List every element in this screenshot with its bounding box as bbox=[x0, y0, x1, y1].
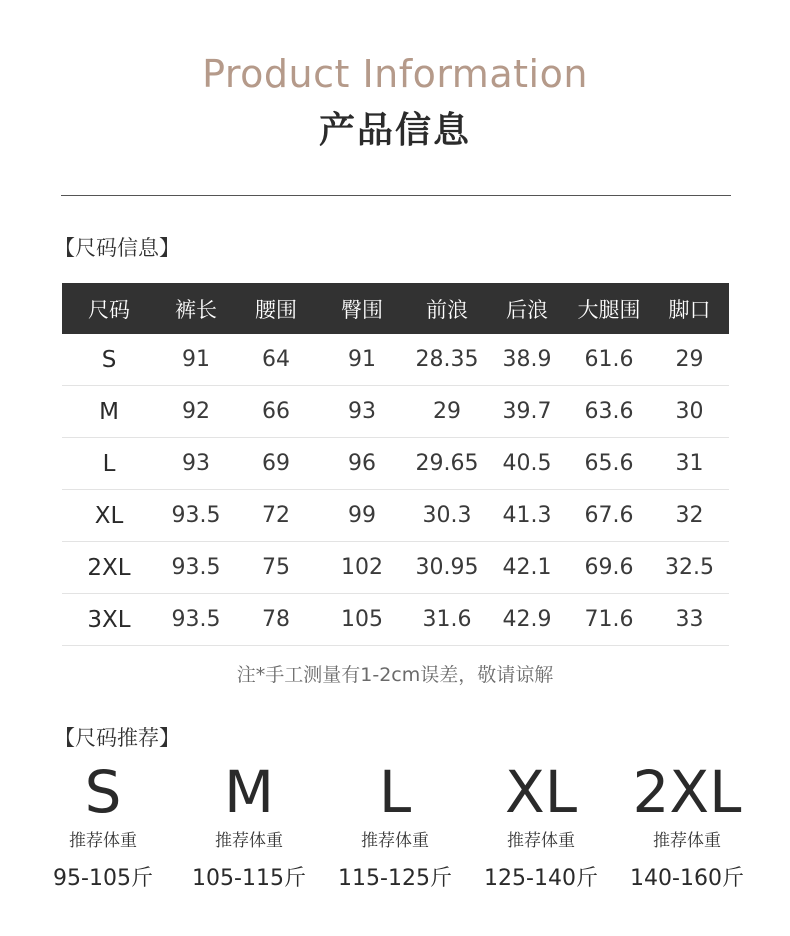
size-info-label: 【尺码信息】 bbox=[54, 236, 180, 260]
table-cell: 92 bbox=[182, 399, 210, 424]
size-recommendation bbox=[614, 760, 760, 892]
size-recommendations bbox=[30, 760, 760, 892]
table-row bbox=[62, 334, 729, 386]
recommend-weight-range: 115-125斤 bbox=[338, 866, 452, 891]
table-header bbox=[62, 283, 729, 334]
column-header: 前浪 bbox=[426, 297, 468, 322]
table-cell: 42.9 bbox=[502, 607, 552, 632]
recommend-weight-label: 推荐体重 bbox=[507, 831, 575, 851]
size-cell: S bbox=[101, 346, 117, 373]
table-cell: 93.5 bbox=[171, 555, 221, 580]
table-cell: 75 bbox=[262, 555, 290, 580]
table-cell: 69.6 bbox=[584, 555, 634, 580]
recommend-weight-label: 推荐体重 bbox=[361, 831, 429, 851]
table-row bbox=[62, 490, 729, 542]
column-header: 腰围 bbox=[255, 297, 297, 322]
table-row bbox=[62, 542, 729, 594]
column-header: 脚口 bbox=[668, 297, 711, 322]
table-cell: 31 bbox=[675, 451, 704, 476]
table-cell: 65.6 bbox=[584, 451, 634, 476]
column-header: 臀围 bbox=[341, 297, 383, 322]
table-row bbox=[62, 594, 729, 646]
table-cell: 32.5 bbox=[665, 555, 714, 580]
table-cell: 96 bbox=[348, 451, 376, 476]
recommend-size: M bbox=[223, 758, 275, 826]
table-cell: 61.6 bbox=[584, 347, 634, 372]
size-recommendation bbox=[322, 760, 468, 892]
table-cell: 64 bbox=[262, 347, 290, 372]
table-cell: 99 bbox=[348, 503, 376, 528]
measurement-note: 注*手工测量有1-2cm误差，敬请谅解 bbox=[236, 664, 554, 686]
table-cell: 28.35 bbox=[415, 347, 479, 372]
table-cell: 31.6 bbox=[422, 607, 472, 632]
size-recommend-label: 【尺码推荐】 bbox=[54, 726, 180, 750]
table-cell: 71.6 bbox=[584, 607, 634, 632]
table-cell: 67.6 bbox=[584, 503, 634, 528]
table-cell: 29 bbox=[433, 399, 461, 424]
recommend-size: XL bbox=[504, 758, 578, 826]
table-cell: 93.5 bbox=[171, 503, 221, 528]
column-header: 尺码 bbox=[88, 297, 130, 322]
table-row bbox=[62, 386, 729, 438]
table-cell: 30 bbox=[675, 399, 704, 424]
recommend-weight-label: 推荐体重 bbox=[69, 831, 137, 851]
table-cell: 41.3 bbox=[502, 503, 552, 528]
title-chinese: 产品信息 bbox=[318, 110, 471, 151]
table-cell: 29.65 bbox=[415, 451, 479, 476]
table-cell: 38.9 bbox=[502, 347, 552, 372]
recommend-weight-range: 125-140斤 bbox=[484, 866, 598, 891]
table-cell: 78 bbox=[262, 607, 290, 632]
column-header: 后浪 bbox=[506, 297, 548, 322]
recommend-weight-label: 推荐体重 bbox=[653, 831, 721, 851]
table-cell: 66 bbox=[262, 399, 290, 424]
table-cell: 32 bbox=[675, 503, 704, 528]
table-body bbox=[62, 334, 729, 646]
table-cell: 30.3 bbox=[422, 503, 472, 528]
size-table bbox=[62, 283, 729, 646]
recommend-weight-range: 105-115斤 bbox=[192, 866, 306, 891]
size-recommendation bbox=[468, 760, 614, 892]
table-cell: 91 bbox=[348, 347, 376, 372]
table-cell: 33 bbox=[675, 607, 704, 632]
size-cell: XL bbox=[94, 502, 124, 529]
size-recommendation bbox=[30, 760, 176, 892]
table-cell: 69 bbox=[262, 451, 290, 476]
size-cell: M bbox=[99, 398, 119, 425]
recommend-size: 2XL bbox=[632, 758, 742, 826]
table-cell: 39.7 bbox=[502, 399, 552, 424]
table-cell: 63.6 bbox=[584, 399, 634, 424]
recommend-size: S bbox=[84, 758, 122, 826]
table-row bbox=[62, 438, 729, 490]
size-cell: 2XL bbox=[87, 554, 131, 581]
size-cell: 3XL bbox=[87, 606, 131, 633]
table-cell: 40.5 bbox=[502, 451, 552, 476]
divider bbox=[61, 195, 731, 196]
size-cell: L bbox=[102, 450, 116, 477]
recommend-size: L bbox=[378, 758, 412, 826]
title-english: Product Information bbox=[202, 52, 588, 96]
table-cell: 29 bbox=[675, 347, 704, 372]
table-cell: 91 bbox=[182, 347, 210, 372]
size-recommendation bbox=[176, 760, 322, 892]
table-cell: 30.95 bbox=[415, 555, 479, 580]
table-cell: 72 bbox=[262, 503, 290, 528]
table-cell: 93.5 bbox=[171, 607, 221, 632]
recommend-weight-range: 140-160斤 bbox=[630, 866, 744, 891]
table-cell: 105 bbox=[341, 607, 383, 632]
table-cell: 42.1 bbox=[502, 555, 552, 580]
table-cell: 93 bbox=[348, 399, 376, 424]
table-cell: 93 bbox=[182, 451, 210, 476]
table-cell: 102 bbox=[341, 555, 383, 580]
column-header: 大腿围 bbox=[577, 297, 641, 322]
recommend-weight-label: 推荐体重 bbox=[215, 831, 283, 851]
column-header: 裤长 bbox=[175, 297, 217, 322]
recommend-weight-range: 95-105斤 bbox=[53, 866, 153, 891]
